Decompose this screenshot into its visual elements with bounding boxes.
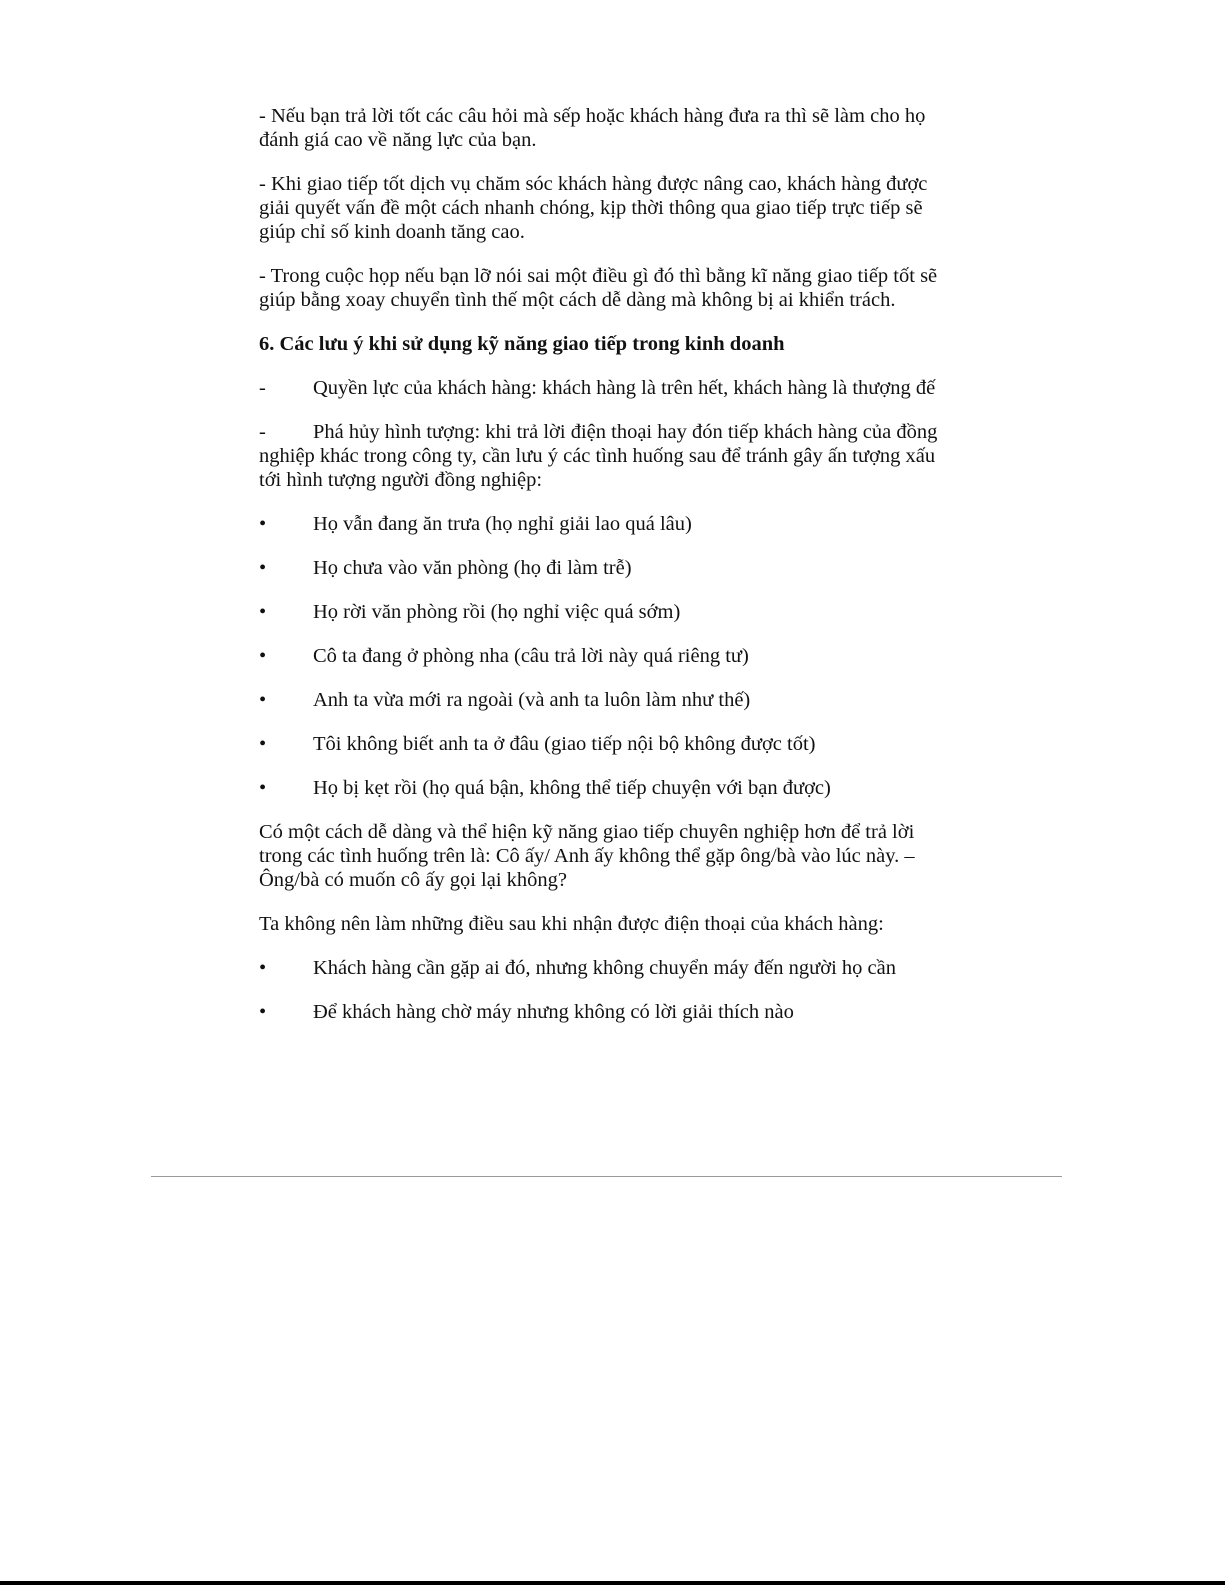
bullet-marker: • [259, 957, 267, 979]
bullet-marker: • [259, 513, 267, 535]
list-item [259, 732, 959, 756]
list-item-text: Anh ta vừa mới ra ngoài (và anh ta luôn làm như thế) [313, 689, 751, 711]
dash-marker: - [259, 377, 266, 399]
paragraph-meeting-mistake: - Trong cuộc họp nếu bạn lỡ nói sai một điều gì đó thì bằng kĩ năng giao tiếp tốt sẽ giúp bằng xoay chuyển tình thế một cách dễ dàng mà không bị ai khiển trách. [259, 265, 938, 311]
dash-item [259, 376, 959, 400]
document-body [259, 104, 959, 1044]
dash-paragraph-text: Phá hủy hình tượng: khi trả lời điện thoại hay đón tiếp khách hàng của đồng nghiệp khác trong công ty, cần lưu ý các tình huống sau để tránh gây ấn tượng xấu tới hình tượng người đồng nghiệp: [259, 421, 938, 491]
list-item-text: Tôi không biết anh ta ở đâu (giao tiếp nội bộ không được tốt) [313, 733, 816, 755]
dash-item-text: Quyền lực của khách hàng: khách hàng là trên hết, khách hàng là thượng đế [313, 377, 936, 399]
list-item-text: Để khách hàng chờ máy nhưng không có lời giải thích nào [313, 1001, 794, 1023]
list-item [259, 644, 959, 668]
list-item-text: Cô ta đang ở phòng nha (câu trả lời này quá riêng tư) [313, 645, 749, 667]
paragraph-phone-intro: Ta không nên làm những điều sau khi nhận được điện thoại của khách hàng: [259, 913, 884, 935]
paragraph-answer-questions: - Nếu bạn trả lời tốt các câu hỏi mà sếp hoặc khách hàng đưa ra thì sẽ làm cho họ đánh giá cao về năng lực của bạn. [259, 105, 926, 151]
page-divider [151, 1176, 1062, 1177]
list-item-text: Họ chưa vào văn phòng (họ đi làm trễ) [313, 557, 632, 579]
list-item [259, 600, 959, 624]
bullet-marker: • [259, 777, 267, 799]
dash-marker: - [259, 421, 266, 443]
list-item [259, 776, 959, 800]
list-item-text: Họ bị kẹt rồi (họ quá bận, không thể tiếp chuyện với bạn được) [313, 777, 831, 799]
list-item-text: Họ rời văn phòng rồi (họ nghỉ việc quá sớm) [313, 601, 681, 623]
dash-paragraph [259, 420, 959, 492]
page-bottom-edge [0, 1581, 1225, 1585]
paragraph-professional-answer: Có một cách dễ dàng và thể hiện kỹ năng giao tiếp chuyên nghiệp hơn để trả lời trong các tình huống trên là: Cô ấy/ Anh ấy không thể gặp ông/bà vào lúc này. – Ông/bà có muốn cô ấy gọi lại không? [259, 821, 915, 891]
list-item-text: Họ vẫn đang ăn trưa (họ nghỉ giải lao quá lâu) [313, 513, 692, 535]
list-item [259, 556, 959, 580]
bullet-marker: • [259, 1001, 267, 1023]
list-item [259, 512, 959, 536]
paragraph-customer-service: - Khi giao tiếp tốt dịch vụ chăm sóc khách hàng được nâng cao, khách hàng được giải quyết vấn đề một cách nhanh chóng, kịp thời thông qua giao tiếp trực tiếp sẽ giúp chỉ số kinh doanh tăng cao. [259, 173, 928, 243]
list-item [259, 688, 959, 712]
bullet-marker: • [259, 689, 267, 711]
bullet-marker: • [259, 601, 267, 623]
list-item [259, 1000, 959, 1024]
bullet-marker: • [259, 733, 267, 755]
bullet-marker: • [259, 557, 267, 579]
list-item-text: Khách hàng cần gặp ai đó, nhưng không chuyển máy đến người họ cần [313, 957, 896, 979]
bullet-marker: • [259, 645, 267, 667]
list-item [259, 956, 959, 980]
section-heading: 6. Các lưu ý khi sử dụng kỹ năng giao tiếp trong kinh doanh [259, 333, 785, 355]
